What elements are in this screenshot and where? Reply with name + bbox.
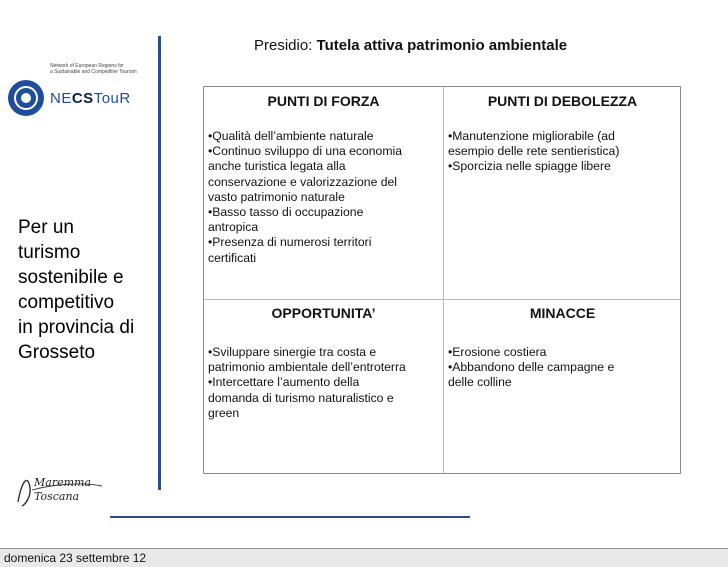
side-title-line: competitivo: [18, 292, 115, 313]
swot-header-opportunities: OPPORTUNITA’: [271, 305, 376, 321]
swot-weakness-line: •Manutenzione migliorabile (ad: [448, 129, 615, 143]
horizontal-divider: [110, 516, 470, 518]
swot-header-strengths: PUNTI DI FORZA: [267, 93, 380, 109]
footer-date: domenica 23 settembre 12: [4, 551, 147, 565]
side-title-line: sostenibile e: [18, 267, 124, 288]
swot-weakness-line: esempio delle rete sentieristica): [448, 144, 620, 159]
swot-strength-line: vasto patrimonio naturale: [208, 189, 345, 204]
swot-table: [203, 86, 681, 474]
maremma-logo-line: Maremma: [34, 476, 92, 489]
logo-name-part: NE: [50, 90, 72, 107]
swot-body-threats: [448, 345, 679, 391]
swot-strength-line: •Continuo sviluppo di una economia: [208, 144, 402, 159]
swot-threat-line: delle colline: [448, 375, 512, 390]
swot-strength-line: •Presenza di numerosi territori: [208, 235, 372, 250]
logo-tagline: [50, 63, 160, 75]
side-title-line: Grosseto: [18, 342, 96, 363]
swot-opportunity-line: domanda di turismo naturalistico e: [208, 390, 394, 405]
swot-strength-line: •Qualità dell’ambiente naturale: [208, 129, 374, 143]
necstour-logo-icon: [8, 80, 44, 116]
necstour-logo: [6, 50, 156, 130]
swot-row-divider: [204, 299, 680, 300]
swot-column-divider: [443, 87, 444, 473]
swot-strength-line: anche turistica legata alla: [208, 159, 346, 174]
footer-bar: [0, 548, 728, 567]
swot-body-opportunities: [208, 345, 441, 421]
logo-tagline-line: a Sustainable and Competitive Tourism: [50, 69, 137, 75]
swot-header-weaknesses: PUNTI DI DEBOLEZZA: [487, 93, 638, 109]
swot-strength-line: certificati: [208, 250, 257, 265]
presidio-heading: [254, 37, 567, 54]
swot-strength-line: conservazione e valorizzazione del: [208, 174, 398, 189]
maremma-toscana-logo: [14, 470, 109, 515]
vertical-divider: [158, 36, 161, 490]
logo-name-part: CS: [71, 90, 94, 107]
swot-opportunity-line: green: [208, 405, 240, 420]
swot-opportunity-line: •Sviluppare sinergie tra costa e: [208, 345, 377, 359]
swot-opportunity-line: •Intercettare l’aumento della: [208, 375, 360, 390]
swot-threat-line: •Erosione costiera: [448, 345, 547, 359]
logo-tagline-line: Network of European Regions for: [50, 63, 124, 69]
logo-name: [50, 90, 131, 107]
side-title-line: in provincia di: [18, 317, 135, 338]
swot-strength-line: •Basso tasso di occupazione: [208, 205, 364, 220]
logo-name-part: TouR: [93, 90, 131, 107]
side-title-line: Per un: [18, 217, 74, 238]
swot-header-threats: MINACCE: [529, 305, 596, 321]
swot-body-strengths: [208, 129, 441, 266]
swot-threat-line: •Abbandono delle campagne e: [448, 360, 615, 375]
swot-opportunity-line: patrimonio ambientale dell’entroterra: [208, 360, 406, 375]
swot-weakness-line: •Sporcizia nelle spiagge libere: [448, 159, 611, 174]
maremma-logo-text: [34, 476, 91, 504]
presidio-title: Tutela attiva patrimonio ambientale: [316, 37, 568, 54]
side-title-line: turismo: [18, 242, 81, 263]
side-title: [18, 215, 153, 365]
swot-body-weaknesses: [448, 129, 679, 175]
maremma-logo-line: Toscana: [34, 490, 80, 503]
presidio-label: Presidio:: [254, 37, 313, 54]
swot-strength-line: antropica: [208, 220, 259, 235]
